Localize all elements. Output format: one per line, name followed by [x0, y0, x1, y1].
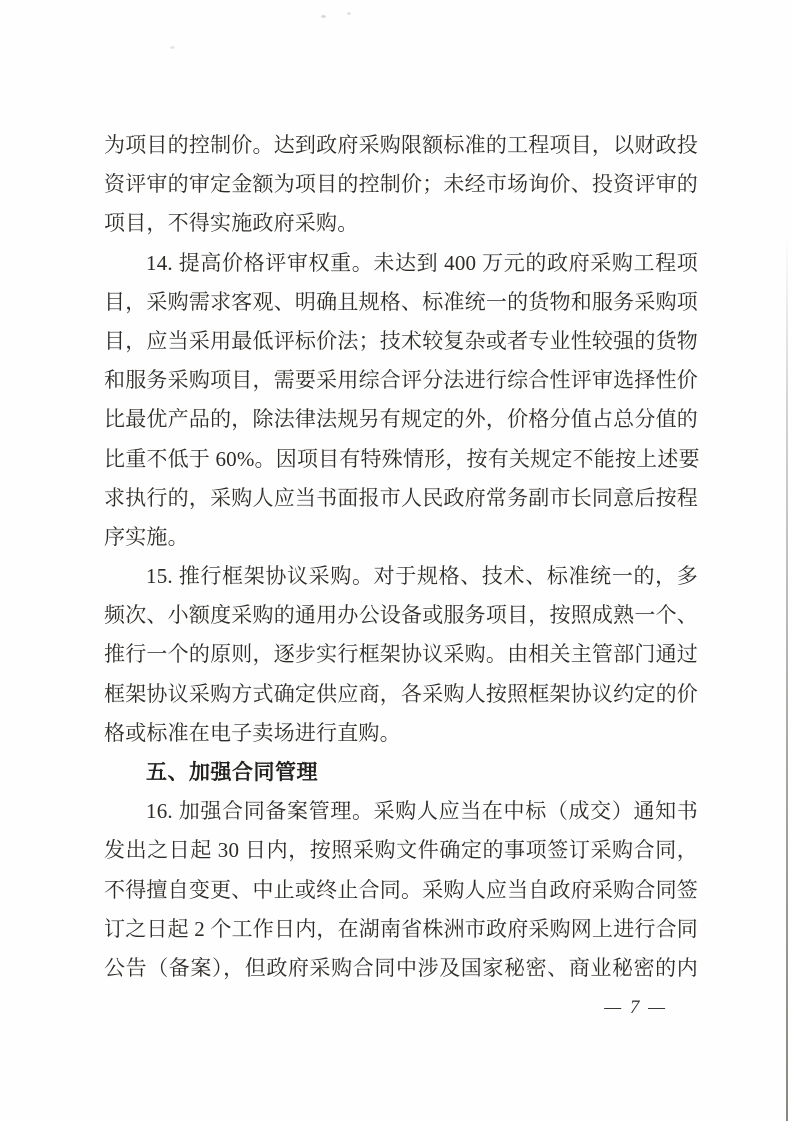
- text-line: 目，采购需求客观、明确且规格、标准统一的货物和服务采购项: [104, 289, 698, 314]
- text-line: 不得擅自变更、中止或终止合同。采购人应当自政府采购合同签: [104, 877, 698, 902]
- text-block: [104, 126, 698, 988]
- text-line: 发出之日起 30 日内，按照采购文件确定的事项签订采购合同，: [104, 838, 698, 863]
- text-line: 目，应当采用最低评标价法；技术较复杂或者专业性较强的货物: [104, 328, 698, 353]
- text-line: 为项目的控制价。达到政府采购限额标准的工程项目，以财政投: [104, 133, 698, 157]
- text-line: 求执行的，采购人应当书面报市人民政府常务副市长同意后按程: [104, 485, 698, 510]
- text-line: 16. 加强合同备案管理。采购人应当在中标（成交）通知书: [146, 799, 698, 824]
- scan-speck: [170, 46, 175, 49]
- scan-edge-artifact: [786, 232, 788, 1121]
- text-line: 比重不低于 60%。因项目有特殊情形，按有关规定不能按上述要: [104, 446, 700, 471]
- text-line: 项目，不得实施政府采购。: [104, 211, 359, 236]
- text-line: 推行一个的原则，逐步实行框架协议采购。由相关主管部门通过: [104, 642, 698, 667]
- text-line: 资评审的审定金额为项目的控制价；未经市场询价、投资评审的: [104, 172, 698, 197]
- page-number: — 7 —: [604, 997, 667, 1018]
- text-line: 框架协议采购方式确定供应商，各采购人按照框架协议约定的价: [104, 681, 698, 706]
- text-line: 15. 推行框架协议采购。对于规格、技术、标准统一的，多: [146, 564, 698, 589]
- scan-speck: [347, 12, 351, 15]
- text-line: 公告（备案），但政府采购合同中涉及国家秘密、商业秘密的内: [104, 955, 698, 980]
- text-line: 比最优产品的，除法律法规另有规定的外，价格分值占总分值的: [104, 407, 698, 432]
- text-line: 格或标准在电子卖场进行直购。: [104, 720, 401, 745]
- text-line: 14. 提高价格评审权重。未达到 400 万元的政府采购工程项: [146, 250, 698, 275]
- text-line: 序实施。: [104, 524, 189, 549]
- text-line: 频次、小额度采购的通用办公设备或服务项目，按照成熟一个、: [104, 603, 698, 628]
- text-line: 和服务采购项目，需要采用综合评分法进行综合性评审选择性价: [104, 368, 698, 393]
- section-heading: 五、加强合同管理: [146, 761, 318, 784]
- scan-speck: [321, 15, 326, 18]
- text-line: 订之日起 2 个工作日内，在湖南省株洲市政府采购网上进行合同: [104, 916, 698, 941]
